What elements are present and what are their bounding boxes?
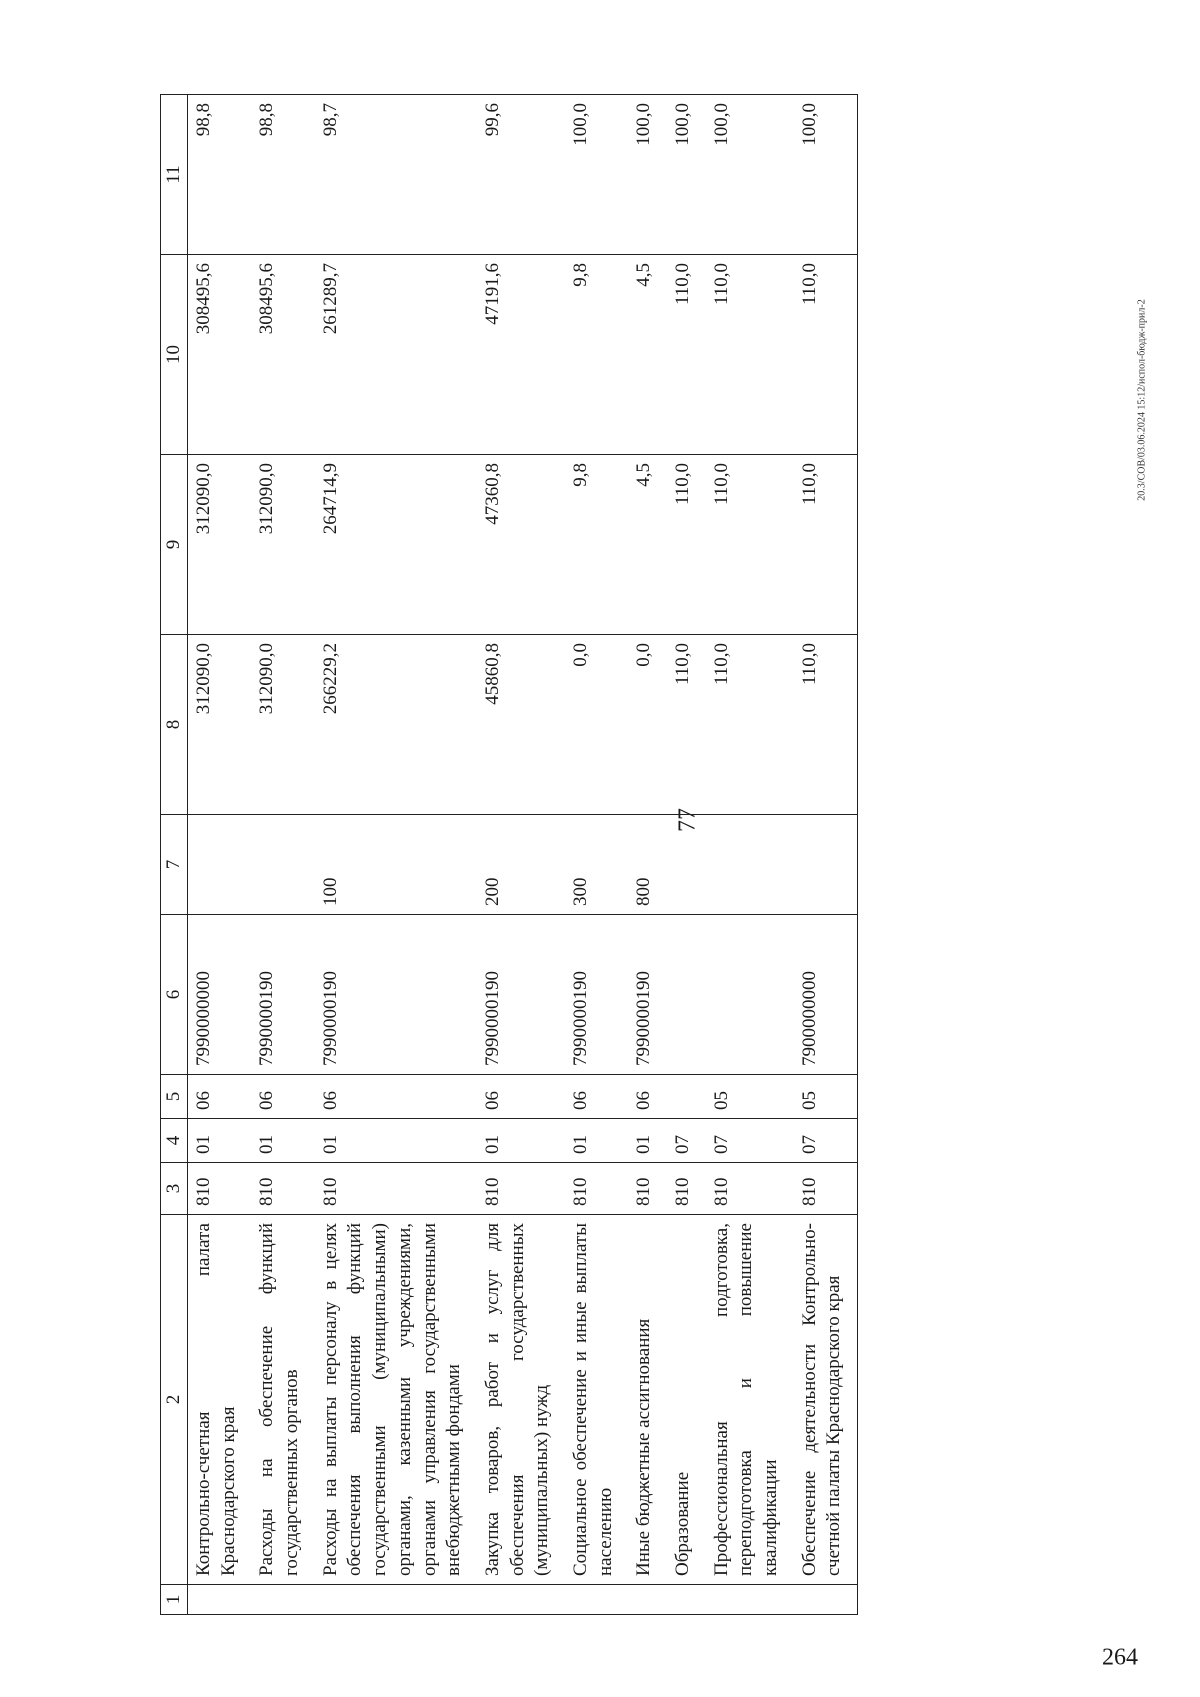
cell-col-2: Образование: [667, 1215, 706, 1585]
cell-col-1: [188, 1585, 252, 1615]
cell-col-3: 810: [667, 1163, 706, 1215]
cell-col-11: 100,0: [565, 95, 628, 255]
cell-col-10: 308495,6: [188, 255, 252, 455]
cell-col-7: 300: [565, 815, 628, 915]
cell-col-2: Расходы на выплаты персоналу в целях обеспечения выполнения функций государственными (муниципальными) органами, казенными учреждениями, органами управления государственными внебюджетными фондами: [315, 1215, 477, 1585]
document-reference: 20.3/СОВ/03.06.2024 15:12/испол-бюдж-прил-2: [1136, 299, 1148, 501]
column-header-8: 8: [161, 635, 188, 815]
cell-col-3: 810: [477, 1163, 565, 1215]
cell-col-8: 110,0: [794, 635, 858, 815]
cell-col-1: [706, 1585, 794, 1615]
cell-col-7: 200: [477, 815, 565, 915]
cell-col-6: 7990000000: [188, 915, 252, 1075]
cell-col-9: 47360,8: [477, 455, 565, 635]
column-header-10: 10: [161, 255, 188, 455]
table-body: [188, 95, 858, 1615]
column-header-11: 11: [161, 95, 188, 255]
cell-col-3: 810: [628, 1163, 667, 1215]
cell-col-6: 7990000190: [565, 915, 628, 1075]
cell-col-2: Обеспечение деятельности Контрольно-счетной палаты Краснодарского края: [794, 1215, 858, 1585]
table-row: [706, 95, 794, 1615]
cell-col-8: 0,0: [628, 635, 667, 815]
column-header-4: 4: [161, 1119, 188, 1163]
cell-col-5: 06: [315, 1075, 477, 1119]
cell-col-11: 98,8: [251, 95, 314, 255]
cell-col-1: [667, 1585, 706, 1615]
cell-col-8: 312090,0: [188, 635, 252, 815]
cell-col-11: 100,0: [667, 95, 706, 255]
cell-col-2: Контрольно-счетная палата Краснодарского края: [188, 1215, 252, 1585]
cell-col-7: 800: [628, 815, 667, 915]
cell-col-5: 06: [628, 1075, 667, 1119]
table-row: [565, 95, 628, 1615]
cell-col-1: [477, 1585, 565, 1615]
cell-col-9: 110,0: [794, 455, 858, 635]
cell-col-4: 01: [251, 1119, 314, 1163]
cell-col-3: 810: [315, 1163, 477, 1215]
cell-col-10: 110,0: [794, 255, 858, 455]
cell-col-9: 312090,0: [251, 455, 314, 635]
cell-col-8: 312090,0: [251, 635, 314, 815]
column-header-2: 2: [161, 1215, 188, 1585]
cell-col-4: 01: [188, 1119, 252, 1163]
cell-col-10: 9,8: [565, 255, 628, 455]
cell-col-7: [794, 815, 858, 915]
table-row: [188, 95, 252, 1615]
cell-col-8: 110,0: [667, 635, 706, 815]
cell-col-2: Расходы на обеспечение функций государственных органов: [251, 1215, 314, 1585]
column-header-6: 6: [161, 915, 188, 1075]
cell-col-8: 110,0: [706, 635, 794, 815]
budget-table: [160, 94, 858, 1615]
cell-col-2: Иные бюджетные ассигнования: [628, 1215, 667, 1585]
cell-col-11: 98,8: [188, 95, 252, 255]
cell-col-9: 4,5: [628, 455, 667, 635]
cell-col-7: [706, 815, 794, 915]
column-header-7: 7: [161, 815, 188, 915]
cell-col-6: 7990000190: [315, 915, 477, 1075]
table-row: [628, 95, 667, 1615]
cell-col-5: 06: [188, 1075, 252, 1119]
cell-col-1: [251, 1585, 314, 1615]
column-header-5: 5: [161, 1075, 188, 1119]
page-number-top: 77: [674, 808, 701, 832]
cell-col-9: 264714,9: [315, 455, 477, 635]
cell-col-11: 100,0: [794, 95, 858, 255]
cell-col-7: [667, 815, 706, 915]
cell-col-4: 01: [477, 1119, 565, 1163]
cell-col-9: 312090,0: [188, 455, 252, 635]
table-row: [251, 95, 314, 1615]
cell-col-9: 110,0: [667, 455, 706, 635]
cell-col-5: [667, 1075, 706, 1119]
cell-col-9: 110,0: [706, 455, 794, 635]
cell-col-5: 06: [565, 1075, 628, 1119]
cell-col-6: [706, 915, 794, 1075]
cell-col-4: 07: [794, 1119, 858, 1163]
cell-col-2: Закупка товаров, работ и услуг для обеспечения государственных (муниципальных) нужд: [477, 1215, 565, 1585]
cell-col-6: 7990000190: [477, 915, 565, 1075]
cell-col-11: 100,0: [706, 95, 794, 255]
cell-col-3: 810: [251, 1163, 314, 1215]
header-row: [161, 95, 188, 1615]
cell-col-8: 0,0: [565, 635, 628, 815]
cell-col-5: 06: [251, 1075, 314, 1119]
column-header-1: 1: [161, 1585, 188, 1615]
cell-col-6: 7990000190: [251, 915, 314, 1075]
cell-col-2: Профессиональная подготовка, переподготовка и повышение квалификации: [706, 1215, 794, 1585]
cell-col-1: [565, 1585, 628, 1615]
cell-col-11: 100,0: [628, 95, 667, 255]
table-row: [477, 95, 565, 1615]
cell-col-10: 4,5: [628, 255, 667, 455]
cell-col-3: 810: [794, 1163, 858, 1215]
cell-col-10: 261289,7: [315, 255, 477, 455]
cell-col-4: 07: [667, 1119, 706, 1163]
cell-col-11: 99,6: [477, 95, 565, 255]
budget-table-rotated: [160, 95, 960, 1615]
cell-col-5: 05: [794, 1075, 858, 1119]
cell-col-5: 06: [477, 1075, 565, 1119]
cell-col-2: Социальное обеспечение и иные выплаты населению: [565, 1215, 628, 1585]
cell-col-4: 01: [628, 1119, 667, 1163]
cell-col-4: 01: [565, 1119, 628, 1163]
cell-col-6: 7990000190: [628, 915, 667, 1075]
table-row: [667, 95, 706, 1615]
cell-col-10: 110,0: [667, 255, 706, 455]
cell-col-7: 100: [315, 815, 477, 915]
cell-col-3: 810: [706, 1163, 794, 1215]
cell-col-1: [794, 1585, 858, 1615]
cell-col-10: 47191,6: [477, 255, 565, 455]
page-number-bottom: 264: [1102, 1644, 1138, 1671]
column-header-9: 9: [161, 455, 188, 635]
cell-col-4: 01: [315, 1119, 477, 1163]
cell-col-4: 07: [706, 1119, 794, 1163]
cell-col-10: 110,0: [706, 255, 794, 455]
cell-col-8: 266229,2: [315, 635, 477, 815]
cell-col-5: 05: [706, 1075, 794, 1119]
cell-col-9: 9,8: [565, 455, 628, 635]
table-row: [794, 95, 858, 1615]
cell-col-6: [667, 915, 706, 1075]
cell-col-3: 810: [188, 1163, 252, 1215]
cell-col-11: 98,7: [315, 95, 477, 255]
cell-col-6: 7900000000: [794, 915, 858, 1075]
cell-col-10: 308495,6: [251, 255, 314, 455]
cell-col-8: 45860,8: [477, 635, 565, 815]
cell-col-1: [315, 1585, 477, 1615]
cell-col-1: [628, 1585, 667, 1615]
cell-col-3: 810: [565, 1163, 628, 1215]
cell-col-7: [188, 815, 252, 915]
cell-col-7: [251, 815, 314, 915]
column-header-3: 3: [161, 1163, 188, 1215]
table-row: [315, 95, 477, 1615]
